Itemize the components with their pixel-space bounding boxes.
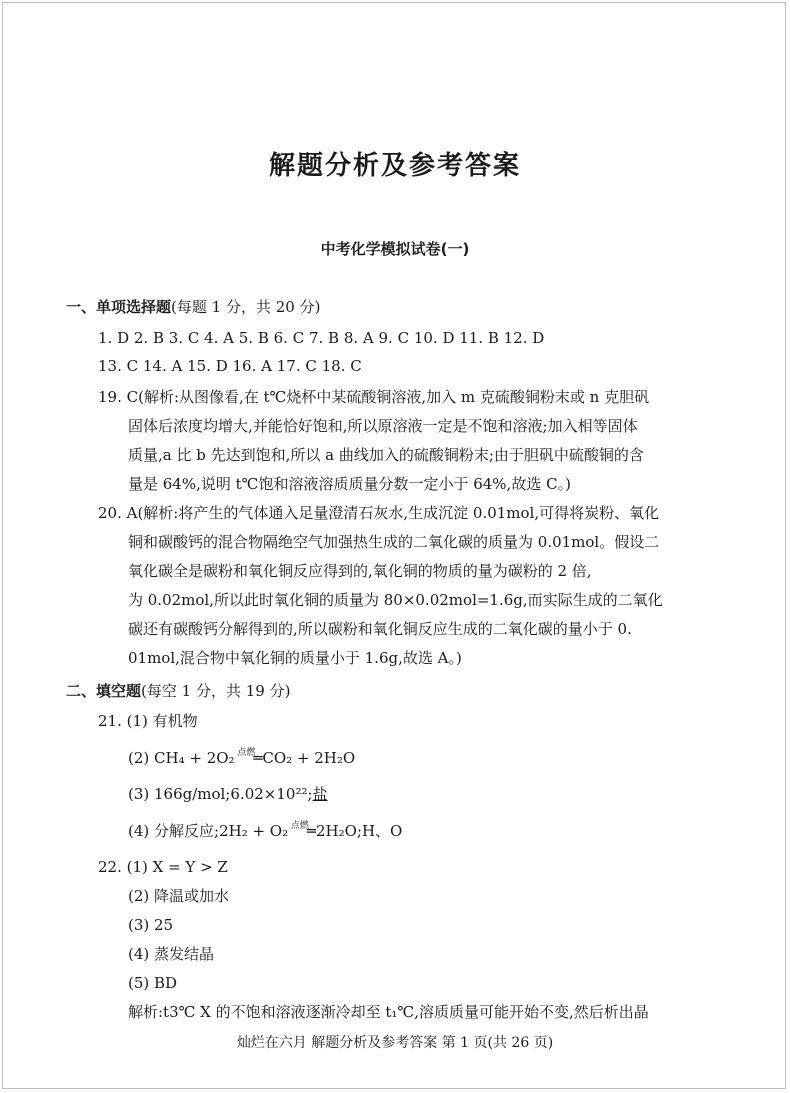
q19-line-4: 量是 64%,说明 t℃饱和溶液溶质质量分数一定小于 64%,故选 C。) [128, 475, 571, 493]
q21-eq2-equals: ═ [306, 822, 316, 840]
q21-part-4 [128, 821, 402, 844]
q21-part-3-text: (3) 166g/mol;6.02×10²²; [128, 785, 313, 803]
q19-line-1: 19. C(解析:从图像看,在 t℃烧杯中某硫酸铜溶液,加入 m 克硫酸铜粉末或 n 克胆矾 [98, 388, 650, 406]
q21-eq2-left: (4) 分解反应;2H₂ + O₂ [128, 822, 289, 840]
q21-eq1-equals: ═ [253, 749, 263, 767]
q20-line-6: 01mol,混合物中氧化铜的质量小于 1.6g,故选 A。) [128, 649, 462, 667]
exam-subtitle: 中考化学模拟试卷(一) [320, 240, 470, 258]
section1-heading-line [66, 297, 320, 317]
q22-analysis: 解析:t3℃ X 的不饱和溶液逐渐冷却至 t₁℃,溶质质量可能开始不变,然后析出晶 [128, 1003, 649, 1021]
q21-part-1: 21. (1) 有机物 [98, 712, 198, 730]
q21-eq2-right: 2H₂O;H、O [315, 822, 403, 840]
section1-heading: 一、单项选择题 [66, 298, 172, 316]
q20-line-1: 20. A(解析:将产生的气体通入足量澄清石灰水,生成沉淀 0.01mol,可得将炭粉、氧化 [98, 504, 660, 522]
answers-row-2: 13. C 14. A 15. D 16. A 17. C 18. C [98, 357, 362, 375]
q21-eq1-arrow [237, 748, 256, 771]
q22-part-5: (5) BD [128, 974, 178, 992]
q21-eq1-condition: 点燃 [237, 748, 256, 758]
q21-part-3 [128, 784, 328, 804]
q21-eq2-condition: 点燃 [290, 821, 309, 831]
q22-part-1: 22. (1) X = Y > Z [98, 858, 228, 876]
page-footer: 灿烂在六月 解题分析及参考答案 第 1 页(共 26 页) [236, 1035, 554, 1051]
q20-line-3: 氧化碳全是碳粉和氧化铜反应得到的,氧化铜的物质的量为碳粉的 2 倍, [128, 562, 592, 580]
q21-eq2-arrow [290, 821, 309, 844]
q19-line-2: 固体后浓度均增大,并能恰好饱和,所以原溶液一定是不饱和溶液;加入相等固体 [128, 417, 638, 435]
section1-note: (每题 1 分，共 20 分) [171, 298, 321, 316]
q21-part-2 [128, 748, 355, 771]
q22-part-4: (4) 蒸发结晶 [128, 945, 215, 963]
q20-line-4: 为 0.02mol,所以此时氧化铜的质量为 80×0.02mol=1.6g,而实际生成的二氧化 [128, 591, 663, 609]
q20-line-5: 碳还有碳酸钙分解得到的,所以碳粉和氧化铜反应生成的二氧化碳的量小于 0. [128, 620, 632, 638]
q21-part-3-answer: 盐 [312, 785, 328, 803]
q21-eq1-left: (2) CH₄ + 2O₂ [128, 749, 235, 767]
section2-note: (每空 1 分，共 19 分) [141, 682, 291, 700]
section2-heading: 二、填空题 [66, 682, 142, 700]
q21-eq1-right: CO₂ + 2H₂O [262, 749, 356, 767]
answers-row-1: 1. D 2. B 3. C 4. A 5. B 6. C 7. B 8. A 9. C 10. D 11. B 12. D [98, 329, 545, 347]
q20-line-2: 铜和碳酸钙的混合物隔绝空气加强热生成的二氧化碳的质量为 0.01mol。假设二 [128, 533, 660, 551]
q22-part-2: (2) 降温或加水 [128, 887, 230, 905]
section2-heading-line [66, 681, 290, 701]
q22-part-3: (3) 25 [128, 916, 174, 934]
q19-line-3: 质量,a 比 b 先达到饱和,所以 a 曲线加入的硫酸铜粉末;由于胆矾中硫酸铜的含 [128, 446, 644, 464]
page-title: 解题分析及参考答案 [268, 151, 521, 181]
